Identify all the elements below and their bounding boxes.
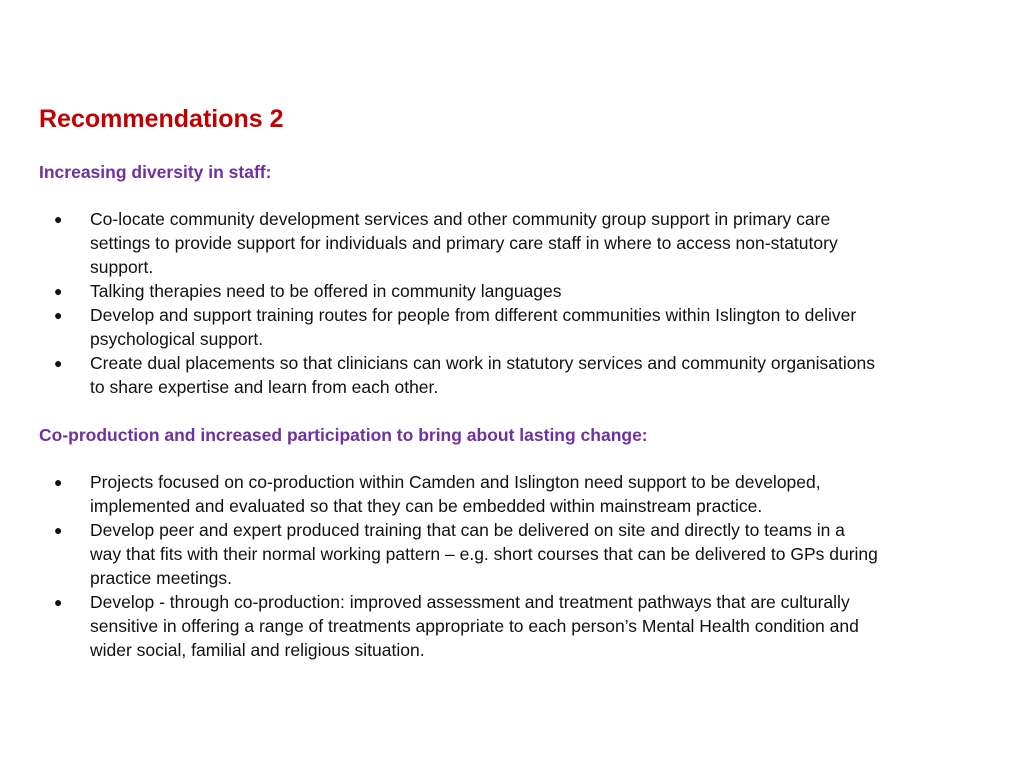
list-item	[0, 279, 880, 303]
bullet-icon: ●	[54, 211, 63, 227]
list-item-text: Co-locate community development services and other community group support in primary care settings to provide support for individuals and primary care staff in where to access non-statutory support.	[90, 209, 838, 277]
list-item-text: Develop - through co-production: improved assessment and treatment pathways that are culturally sensitive in offering a range of treatments appropriate to each person’s Mental Health condition and wider social, familial and religious situation.	[90, 592, 859, 660]
bullet-list-coproduction	[0, 470, 880, 662]
bullet-icon: ●	[54, 307, 63, 323]
list-item	[0, 590, 880, 662]
page-title: Recommendations 2	[39, 105, 284, 133]
bullet-icon: ●	[54, 474, 63, 490]
bullet-icon: ●	[54, 355, 63, 371]
list-item	[0, 303, 880, 351]
list-item	[0, 470, 880, 518]
list-item-text: Talking therapies need to be offered in community languages	[90, 281, 562, 301]
list-item-text: Projects focused on co-production within Camden and Islington need support to be developed, implemented and evaluated so that they can be embedded within mainstream practice.	[90, 472, 821, 516]
bullet-icon: ●	[54, 283, 63, 299]
section-heading-coproduction: Co-production and increased participation to bring about lasting change:	[39, 425, 648, 445]
list-item-text: Develop peer and expert produced training that can be delivered on site and directly to teams in a way that fits with their normal working pattern – e.g. short courses that can be delivered to GPs during practice meetings.	[90, 520, 878, 588]
bullet-icon: ●	[54, 522, 63, 538]
list-item-text: Develop and support training routes for people from different communities within Islington to deliver psychological support.	[90, 305, 857, 349]
list-item	[0, 518, 880, 590]
list-item-text: Create dual placements so that clinicians can work in statutory services and community organisations to share expertise and learn from each other.	[90, 353, 875, 397]
section-heading-diversity: Increasing diversity in staff:	[39, 162, 272, 182]
bullet-list-diversity	[0, 207, 880, 399]
list-item	[0, 207, 880, 279]
list-item	[0, 351, 880, 399]
bullet-icon: ●	[54, 594, 63, 610]
